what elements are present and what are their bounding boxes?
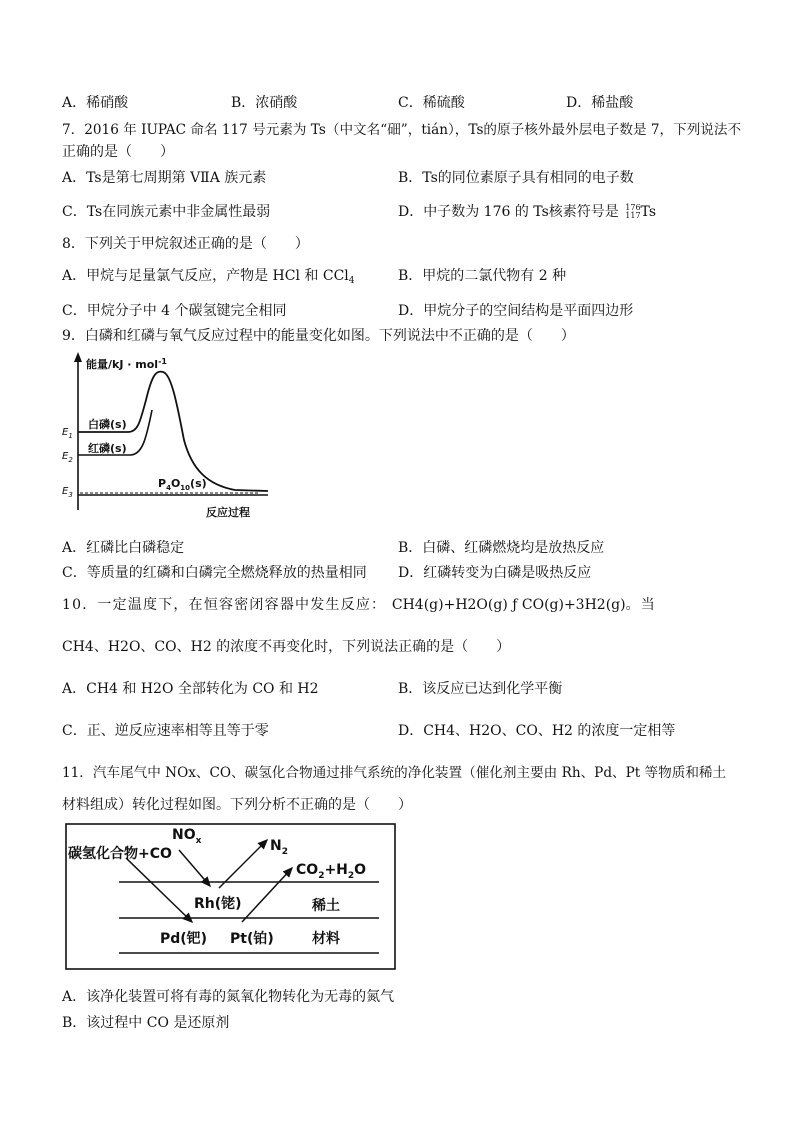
q7-option-d-prefix: D．中子数为 176 的 Ts核素符号是 bbox=[398, 204, 619, 220]
catalytic-converter-diagram bbox=[64, 822, 398, 972]
y-axis-label: 能量/kJ · mol$^{-1}$ bbox=[86, 357, 167, 371]
q10-option-c: C．正、逆反应速率相等且等于零 bbox=[62, 723, 269, 739]
pt-label: Pt(铂) bbox=[230, 931, 274, 947]
q9-option-b: B．白磷、红磷燃烧均是放热反应 bbox=[398, 540, 605, 556]
e1-label: $E_1$ bbox=[62, 427, 73, 440]
rare-earth-label: 稀土 bbox=[312, 898, 340, 914]
nox-label: $NO_x$ bbox=[172, 827, 202, 846]
co2-arrow bbox=[242, 868, 292, 922]
q7-option-a: A．Ts是第七周期第 VⅡA 族元素 bbox=[62, 170, 267, 186]
co2-h2o-label: $CO_2+H_2O$ bbox=[296, 862, 367, 881]
energy-diagram bbox=[60, 350, 275, 525]
q7-option-c: C．Ts在同族元素中非金属性最弱 bbox=[62, 204, 271, 220]
q8-option-c: C．甲烷分子中 4 个碳氢键完全相同 bbox=[62, 303, 287, 319]
q6-option-b: B．浓硝酸 bbox=[231, 95, 298, 111]
rh-label: Rh(铑) bbox=[194, 896, 242, 912]
nuclide-numbers bbox=[625, 204, 640, 220]
q9-stem: 9．白磷和红磷与氧气反应过程中的能量变化如图。下列说法中不正确的是（ ） bbox=[62, 328, 575, 344]
q7-stem-line1: 7．2016 年 IUPAC 命名 117 号元素为 Ts（中文名“鿬”，tián），Ts的原子核外最外层电子数是 7，下列说法不 bbox=[62, 122, 742, 138]
q6-option-a: A．稀硝酸 bbox=[62, 95, 129, 111]
nox-arrow bbox=[179, 850, 210, 886]
e2-label: $E_2$ bbox=[62, 451, 73, 464]
q10-option-d: D．CH4、H2O、CO、H2 的浓度一定相等 bbox=[398, 723, 676, 739]
white-phosphorus-label: 白磷(s) bbox=[88, 418, 127, 431]
pd-label: Pd(钯) bbox=[160, 931, 208, 947]
q8-option-a bbox=[62, 265, 355, 286]
n2-label: $N_2$ bbox=[270, 838, 288, 857]
q11-option-b: B．该过程中 CO 是还原剂 bbox=[62, 1015, 230, 1031]
n2-arrow bbox=[219, 840, 267, 888]
q10-stem-line1 bbox=[62, 594, 656, 614]
q8-stem: 8．下列关于甲烷叙述正确的是（ ） bbox=[62, 236, 309, 252]
hydrocarbon-arrow bbox=[126, 858, 192, 922]
e3-label: $E_3$ bbox=[62, 486, 73, 499]
subscript: 4 bbox=[348, 276, 355, 286]
q11-option-a: A．该净化装置可将有毒的氮氧化物转化为无毒的氮气 bbox=[62, 989, 395, 1005]
y-axis-arrow-icon bbox=[74, 352, 82, 362]
q10-equation: CH4(g)+H2O(g) ƒ CO(g)+3H2(g) bbox=[391, 597, 626, 613]
white-p-curve bbox=[78, 372, 268, 491]
q9-option-d: D．红磷转变为白磷是吸热反应 bbox=[398, 565, 592, 581]
q8-option-b: B．甲烷的二氯代物有 2 种 bbox=[398, 268, 567, 284]
q10-stem-prefix: 10．一定温度下，在恒容密闭容器中发生反应： bbox=[62, 597, 387, 613]
q10-stem-line2: CH4、H2O、CO、H2 的浓度不再变化时，下列说法正确的是（ ） bbox=[62, 639, 511, 655]
reactant-label: 碳氢化合物+CO bbox=[68, 846, 172, 862]
q7-stem-line2: 正确的是（ ） bbox=[62, 144, 174, 160]
nuclide-symbol: Ts bbox=[640, 204, 657, 220]
x-axis-label: 反应过程 bbox=[206, 506, 250, 519]
q8-option-d: D．甲烷分子的空间结构是平面四边形 bbox=[398, 303, 634, 319]
mass-number: 176 bbox=[625, 203, 641, 212]
q10-option-a: A．CH4 和 H2O 全部转化为 CO 和 H2 bbox=[62, 681, 319, 697]
red-phosphorus-label: 红磷(s) bbox=[88, 442, 127, 455]
q9-option-a: A．红磷比白磷稳定 bbox=[62, 540, 185, 556]
q9-option-c: C．等质量的红磷和白磷完全燃烧释放的热量相同 bbox=[62, 565, 367, 581]
material-label: 材料 bbox=[312, 931, 340, 947]
q6-option-c: C．稀硫酸 bbox=[398, 95, 465, 111]
atomic-number: 117 bbox=[625, 211, 641, 220]
q7-option-b: B．Ts的同位素原子具有相同的电子数 bbox=[398, 170, 634, 186]
q10-option-b: B．该反应已达到化学平衡 bbox=[398, 681, 563, 697]
q6-option-d: D．稀盐酸 bbox=[566, 95, 634, 111]
q10-stem-suffix: 。当 bbox=[625, 597, 657, 613]
q7-option-d bbox=[398, 201, 656, 221]
q11-stem-line1: 11．汽车尾气中 NOx、CO、碳氢化合物通过排气系统的净化装置（催化剂主要由 Rh、Pd、Pt 等物质和稀土 bbox=[62, 765, 727, 781]
product-label: $P_4O_{10}(s)$ bbox=[158, 477, 207, 492]
q8-option-a-text: A．甲烷与足量氯气反应，产物是 HCl 和 CCl bbox=[62, 268, 349, 284]
q11-stem-line2: 材料组成）转化过程如图。下列分析不正确的是（ ） bbox=[62, 797, 412, 813]
